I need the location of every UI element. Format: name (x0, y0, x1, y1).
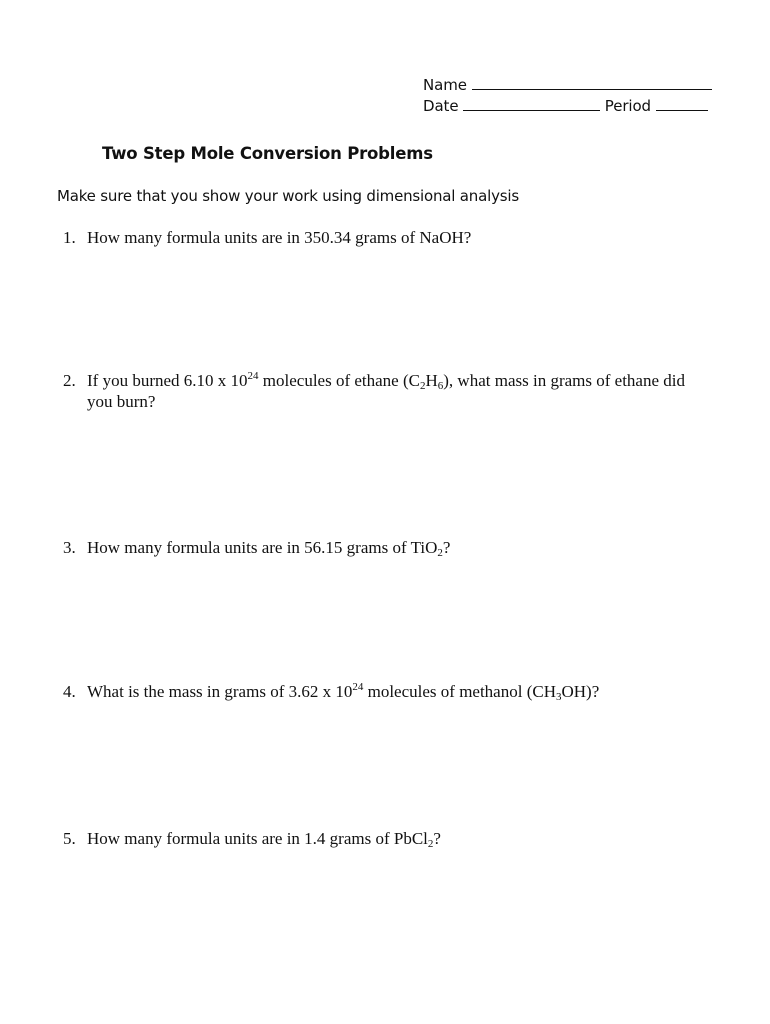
name-blank[interactable] (472, 76, 712, 90)
date-period-row (423, 97, 708, 115)
worksheet-title: Two Step Mole Conversion Problems (102, 144, 433, 163)
question-text (87, 370, 713, 412)
question-text (87, 537, 713, 558)
question-number: 3. (63, 538, 76, 557)
date-label: Date (423, 97, 459, 115)
question-number: 5. (63, 829, 76, 848)
question-number: 4. (63, 682, 76, 701)
name-field-row (423, 76, 712, 94)
question-text: How many formula units are in 350.34 grams of NaOH? (87, 228, 472, 247)
question-text-part: ? (442, 538, 451, 557)
question-text-part: molecules of ethane (C (258, 371, 420, 390)
period-blank[interactable] (656, 97, 708, 111)
question-1 (63, 227, 713, 248)
period-label: Period (604, 97, 651, 115)
question-text-part: H (425, 371, 438, 390)
question-text-part: molecules of methanol (CH (363, 682, 556, 701)
subscript: 2 (437, 547, 443, 559)
instructions-text: Make sure that you show your work using dimensional analysis (57, 187, 519, 205)
question-number: 2. (63, 371, 76, 390)
exponent: 24 (352, 681, 364, 693)
subscript: 6 (437, 380, 444, 392)
question-text-part: What is the mass in grams of 3.62 x 10 (87, 682, 353, 701)
question-text (87, 828, 713, 849)
question-text-part: How many formula units are in 56.15 grams of TiO (87, 538, 438, 557)
name-label: Name (423, 76, 467, 94)
subscript: 2 (427, 838, 434, 850)
question-text-part: ), what mass in grams of ethane did you burn? (87, 371, 685, 411)
question-5 (63, 828, 713, 849)
date-blank[interactable] (463, 97, 600, 111)
question-2 (63, 370, 713, 412)
question-text-part: If you burned 6.10 x 10 (87, 371, 248, 390)
exponent: 24 (247, 370, 259, 382)
question-text-part: ? (433, 829, 441, 848)
question-text-part: OH)? (561, 682, 600, 701)
subscript: 2 (419, 380, 426, 392)
subscript: 3 (555, 691, 562, 703)
question-text-part: How many formula units are in 1.4 grams of PbCl (87, 829, 428, 848)
question-number: 1. (63, 228, 76, 247)
question-4 (63, 681, 713, 702)
question-text (87, 681, 713, 702)
question-3 (63, 537, 713, 558)
